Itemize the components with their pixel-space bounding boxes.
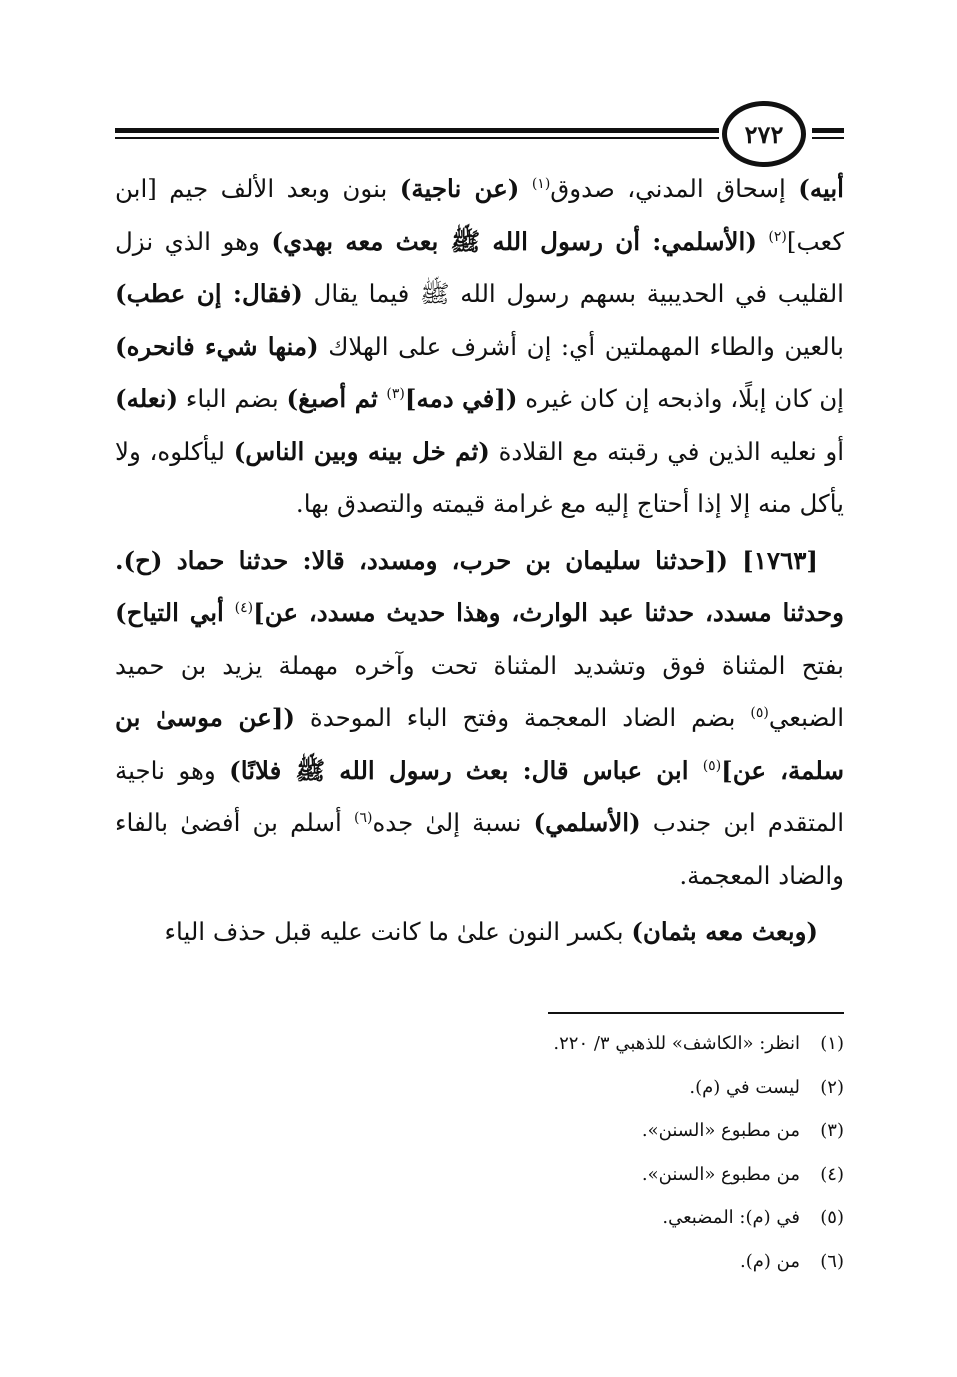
paragraph-1	[115, 163, 844, 531]
footnote-ref: (٣)	[386, 385, 405, 402]
footnote-ref: (١)	[531, 175, 551, 192]
page-number-oval	[722, 101, 806, 167]
header-rule-thick	[115, 128, 719, 133]
text-bold: ([في دمه]	[404, 384, 518, 413]
header-rule-right-thin	[812, 137, 844, 139]
text: ليأكلوه، ولا يأكل منه إلا إذا أحتاج إليه مع غرامة قيمته والتصدق بها.	[115, 436, 844, 518]
text-bold: (وبعث معه بثمان)	[631, 917, 818, 946]
footnote-number: (٥)	[820, 1207, 844, 1228]
footnote-item	[115, 1196, 844, 1240]
text-bold: [١٧٦٣] ([حدثنا سليمان بن حرب، ومسدد، قالا: حدثنا حماد (ح). وحدثنا مسدد، حدثنا عبد الوارث، وهذا حديث مسدد، عن]	[115, 545, 844, 627]
text: بضم الضاد المعجمة وفتح الباء الموحدة	[294, 703, 751, 732]
text-bold: ابن عباس قال: بعث رسول الله ﷺ فلانًا)	[229, 755, 703, 785]
text	[519, 174, 531, 203]
text-bold: (عن ناجية)	[399, 174, 520, 203]
text-bold: (نعله)	[115, 384, 179, 413]
text: بالعين والطاء المهملتين أي: إن أشرف على الهلاك	[318, 331, 844, 361]
main-text	[115, 163, 844, 959]
header-rule-right-thick	[812, 128, 844, 133]
text: نسبة إلىٰ جده	[372, 808, 534, 837]
header-rule-thin	[115, 137, 719, 139]
footnote-ref: (٥)	[702, 757, 722, 774]
text: وهو ناجية المتقدم ابن جندب	[115, 755, 844, 837]
text: إسحاق المدني، صدوق	[550, 174, 799, 203]
footnote-text: من مطبوع «السنن».	[641, 1163, 800, 1185]
footnote-item	[115, 1153, 844, 1197]
text-bold: (ثم خل بينه وبين الناس)	[233, 436, 490, 466]
footnotes-list	[115, 1022, 844, 1283]
footnote-ref: (٦)	[353, 809, 373, 826]
text-bold: (منها شيء فانحره)	[115, 331, 319, 361]
text-bold: (الأسلمي: أن رسول الله ﷺ بعث معه بهدي)	[271, 226, 757, 256]
footnote-text: ليست في (م).	[689, 1076, 800, 1098]
text: بكسر النون علىٰ ما كانت عليه قبل حذف الياء	[164, 917, 632, 946]
footnote-item	[115, 1022, 844, 1066]
footnote-separator	[548, 1012, 844, 1014]
footnote-text: من مطبوع «السنن».	[641, 1120, 800, 1141]
text: أو نعليه الذين في رقبته مع القلادة	[489, 436, 844, 466]
footnote-text: في (م): المضبعي.	[662, 1207, 800, 1228]
footnote-item	[115, 1109, 844, 1153]
footnote-ref: (٤)	[234, 599, 254, 616]
footnote-number: (٢)	[820, 1076, 844, 1098]
footnote-text: من (م).	[740, 1250, 800, 1272]
text: بضم الباء	[178, 384, 287, 413]
text: بفتح المثناة فوق وتشديد المثناة تحت وآخره مهملة يزيد بن حميد الضبعي	[115, 650, 845, 732]
footnote-number: (١)	[820, 1033, 844, 1054]
text: إن كان إبلًا، واذبحه إن كان غيره	[517, 384, 844, 413]
text-bold: أبي التياح)	[115, 598, 235, 627]
footnote-ref: (٥)	[750, 704, 769, 721]
footnote-number: (٤)	[820, 1163, 844, 1185]
footnote-number: (٣)	[820, 1120, 844, 1141]
footnote-item	[115, 1066, 844, 1110]
text: أسلم بن أفضىٰ بالفاء والضاد المعجمة.	[115, 808, 844, 890]
page-header	[0, 0, 957, 170]
paragraph-2	[115, 535, 844, 903]
text	[757, 227, 769, 256]
footnote-ref: (٢)	[768, 228, 787, 245]
text-bold: (فقال: إن عطب)	[115, 279, 303, 308]
text: وهو الذي نزل القليب في الحديبية بسهم رسول الله ﷺ فيما يقال	[115, 226, 844, 308]
footnote-number: (٦)	[820, 1250, 844, 1272]
page-number: ٢٧٢	[744, 119, 784, 149]
text-bold: ثم أصبغ)	[286, 384, 387, 413]
paragraph-3	[115, 906, 844, 959]
text-bold: (الأسلمي)	[533, 808, 641, 837]
text: بنون وبعد الألف جيم [ابن كعب]	[115, 174, 844, 256]
footnote-item	[115, 1240, 844, 1284]
footnote-text: انظر: «الكاشف» للذهبي ٣/ ٢٢٠.	[553, 1033, 800, 1054]
text-bold: ([عن موسىٰ بن سلمة، عن]	[115, 703, 844, 785]
text-bold: أبيه)	[798, 174, 844, 203]
